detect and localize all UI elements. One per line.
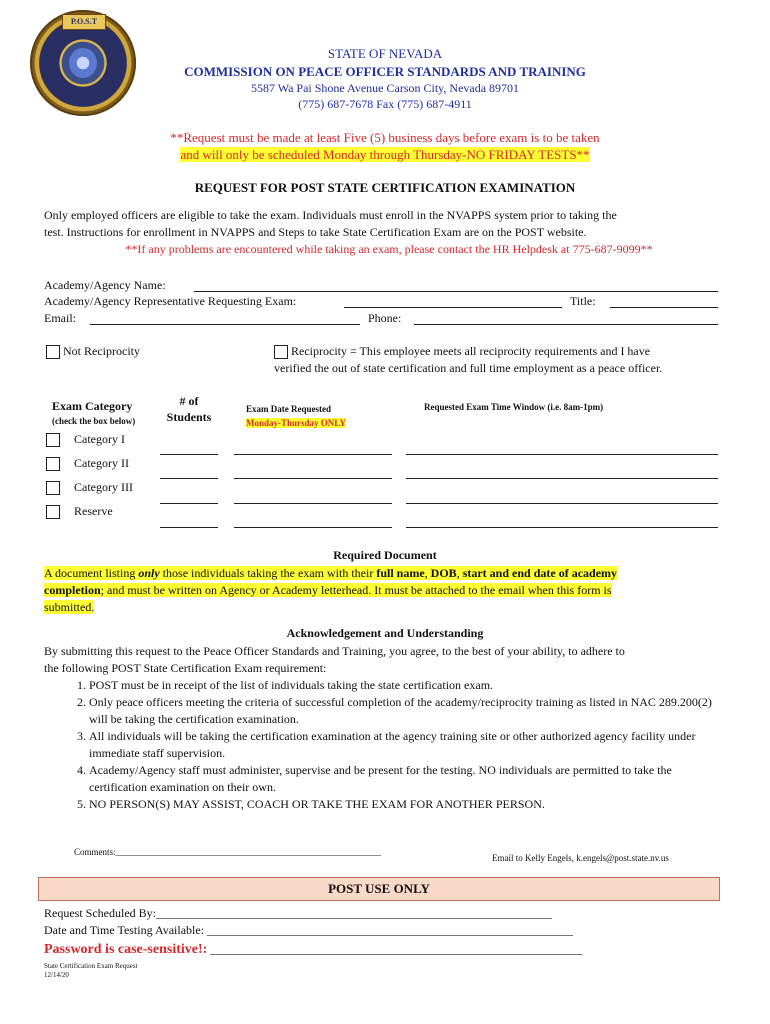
requirement-item: 2. Only peace officers meeting the criteria of successful completion of the academy/reciprocity training as listed in NAC 289.200(2) will be taking the certification examination. — [89, 694, 720, 728]
email-to-note: Email to Kelly Engels, k.engels@post.state.nv.us — [492, 853, 669, 863]
exam-date-subheader: Monday-Thursday ONLY — [246, 418, 346, 428]
window-field-row-1[interactable] — [406, 454, 718, 455]
password-field[interactable]: ______________________________________________________________ — [207, 942, 583, 956]
requirement-item: 1. POST must be in receipt of the list of individuals taking the state certification exam. — [89, 677, 720, 694]
representative-label: Academy/Agency Representative Requesting Exam: — [44, 294, 297, 308]
students-header-2: Students — [166, 410, 212, 424]
acknowledgement-intro-1: By submitting this request to the Peace Officer Standards and Training, you agree, to the best of your ability, to adhere to — [44, 644, 625, 658]
category-i-checkbox[interactable] — [46, 433, 60, 447]
notice-line-2-wrap — [80, 147, 690, 163]
acknowledgement-heading: Acknowledgement and Understanding — [286, 626, 484, 640]
representative-field[interactable] — [344, 307, 562, 308]
notice-line-1: **Request must be made at least Five (5) business days before exam is to be taken — [170, 130, 600, 145]
required-document-line-1: A document listing only those individuals taking the exam with their full name, DOB, start and end date of academy — [44, 566, 618, 580]
required-document-line-3: submitted. — [44, 600, 95, 614]
request-scheduled-by-field[interactable]: Request Scheduled By:__________________________________________________________________ — [44, 906, 552, 920]
date-time-testing-field[interactable]: Date and Time Testing Available: _____________________________________________________________ — [44, 923, 574, 937]
not-reciprocity-checkbox[interactable] — [46, 345, 60, 359]
time-window-header: Requested Exam Time Window (i.e. 8am-1pm) — [424, 402, 604, 412]
exam-category-header: Exam Category — [52, 399, 133, 413]
students-field-row-4[interactable] — [160, 527, 218, 528]
window-field-row-4[interactable] — [406, 527, 718, 528]
phone-field[interactable] — [414, 324, 718, 325]
acknowledgement-intro-2: the following POST State Certification Exam requirement: — [44, 661, 327, 675]
category-iii-label: Category III — [74, 480, 133, 494]
requirement-item: 5. NO PERSON(S) MAY ASSIST, COACH OR TAKE THE EXAM FOR ANOTHER PERSON. — [89, 796, 720, 813]
window-field-row-3[interactable] — [406, 503, 718, 504]
acknowledgement-list — [44, 677, 720, 813]
email-label: Email: — [44, 311, 76, 325]
category-ii-label: Category II — [74, 456, 129, 470]
category-i-label: Category I — [74, 432, 125, 446]
exam-date-header: Exam Date Requested — [246, 404, 331, 414]
category-iii-checkbox[interactable] — [46, 481, 60, 495]
intro-line-3: **If any problems are encountered while taking an exam, please contact the HR Helpdesk at 775-687-9099** — [125, 242, 653, 256]
date-field-row-4[interactable] — [234, 527, 392, 528]
students-field-row-1[interactable] — [160, 454, 218, 455]
not-reciprocity-label: Not Reciprocity — [63, 344, 140, 358]
agency-name-label: Academy/Agency Name: — [44, 278, 166, 292]
students-field-row-2[interactable] — [160, 478, 218, 479]
required-document-heading: Required Document — [333, 548, 437, 562]
password-label: Password is case-sensitive!: — [44, 942, 208, 957]
reserve-checkbox[interactable] — [46, 505, 60, 519]
reciprocity-label-line-2: verified the out of state certification and full time employment as a peace officer. — [274, 361, 663, 375]
date-field-row-2[interactable] — [234, 478, 392, 479]
requirement-item: 4. Academy/Agency staff must administer, supervise and be present for the testing. NO individuals are permitted to take the certification examination on their own. — [89, 762, 720, 796]
footer-date: 12/14/20 — [44, 971, 69, 979]
agency-name-field[interactable] — [194, 291, 718, 292]
students-field-row-3[interactable] — [160, 503, 218, 504]
form-title: REQUEST FOR POST STATE CERTIFICATION EXAMINATION — [194, 180, 576, 195]
header-address: 5587 Wa Pai Shone Avenue Carson City, Nevada 89701 — [250, 81, 520, 95]
header-state: STATE OF NEVADA — [327, 46, 443, 61]
required-document-line-2: completion; and must be written on Agency or Academy letterhead. It must be attached to the email when this form is — [44, 583, 612, 597]
category-ii-checkbox[interactable] — [46, 457, 60, 471]
title-label: Title: — [570, 294, 596, 308]
exam-date-subheader-wrap — [246, 418, 346, 428]
footer-form-name: State Certification Exam Request — [44, 962, 138, 970]
reciprocity-checkbox[interactable] — [274, 345, 288, 359]
post-use-only-heading: POST USE ONLY — [38, 877, 720, 901]
seal-center-emblem — [69, 48, 97, 78]
date-field-row-3[interactable] — [234, 503, 392, 504]
notice-line-2: and will only be scheduled Monday through Thursday-NO FRIDAY TESTS** — [180, 147, 590, 162]
post-seal-logo — [30, 10, 136, 116]
date-field-row-1[interactable] — [234, 454, 392, 455]
reserve-label: Reserve — [74, 504, 113, 518]
window-field-row-2[interactable] — [406, 478, 718, 479]
intro-line-1: Only employed officers are eligible to take the exam. Individuals must enroll in the NVAPPS system prior to taking the — [44, 208, 617, 222]
header-commission: COMMISSION ON PEACE OFFICER STANDARDS AND TRAINING — [184, 64, 586, 79]
exam-category-subheader: (check the box below) — [52, 416, 136, 426]
reciprocity-label-line-1: Reciprocity = This employee meets all reciprocity requirements and I have — [291, 344, 651, 358]
header-phone-fax: (775) 687-7678 Fax (775) 687-4911 — [298, 97, 472, 111]
students-header-1: # of — [179, 394, 199, 408]
intro-line-2: test. Instructions for enrollment in NVAPPS and Steps to take State Certification Exam are on the POST website. — [44, 225, 587, 239]
seal-text: P.O.S.T — [62, 14, 106, 30]
title-field[interactable] — [610, 307, 718, 308]
comments-field[interactable]: Comments:___________________________________________________________ — [74, 847, 382, 857]
requirement-item: 3. All individuals will be taking the certification examination at the agency training site or other authorized agency facility under immediate staff supervision. — [89, 728, 720, 762]
password-row — [44, 940, 582, 958]
email-field[interactable] — [90, 324, 360, 325]
phone-label: Phone: — [368, 311, 402, 325]
